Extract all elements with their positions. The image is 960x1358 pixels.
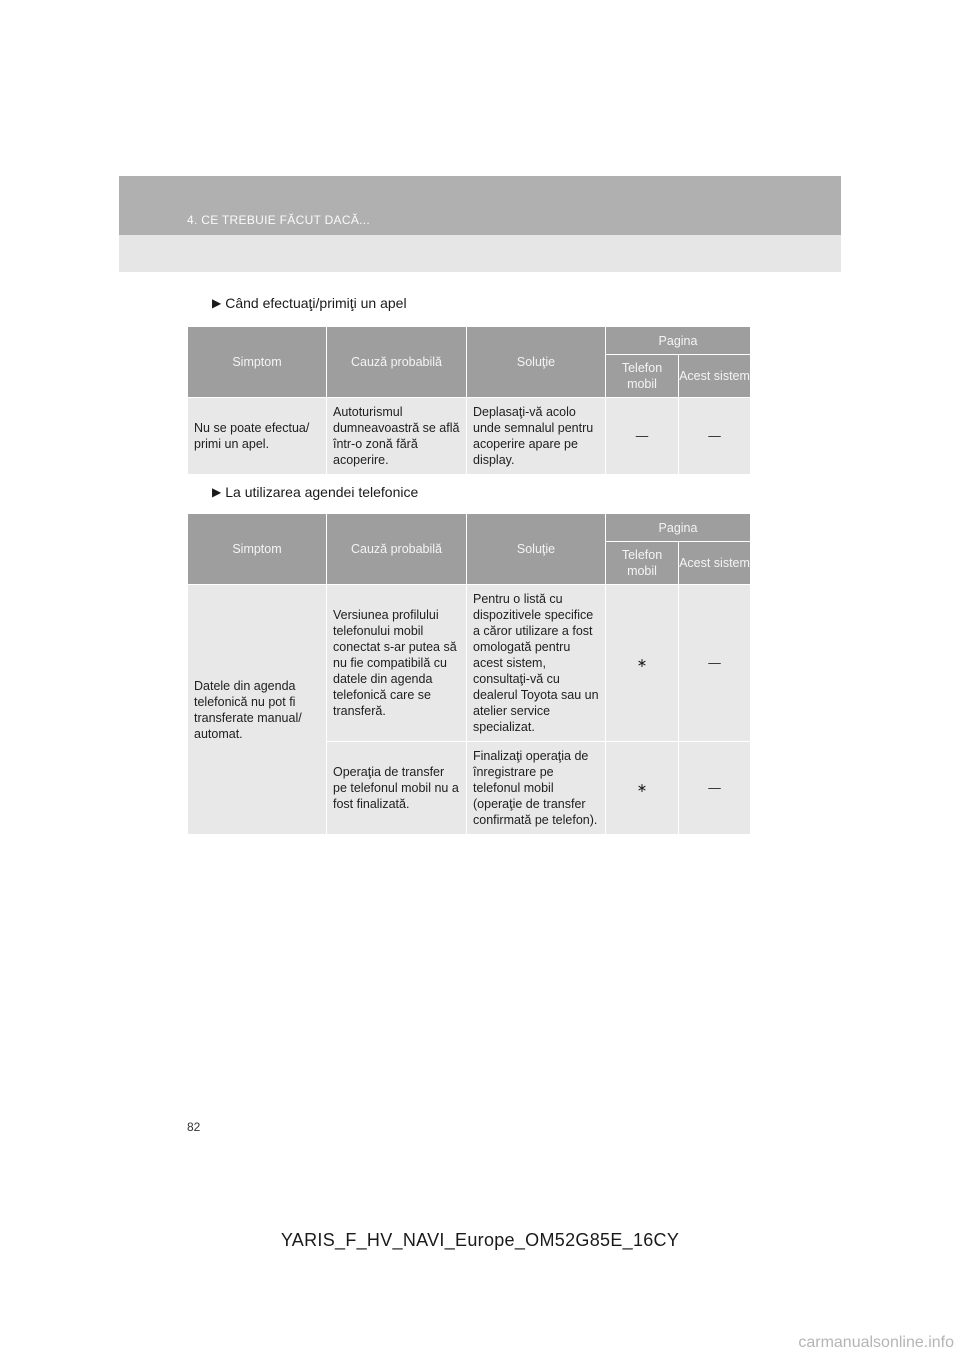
col-header-solution: Soluţie xyxy=(467,327,606,398)
col-header-symptom: Simptom xyxy=(188,327,327,398)
page-system-cell: — xyxy=(679,585,751,742)
page-system-cell: — xyxy=(679,398,751,475)
cause-cell: Autoturismul dumneavoastră se află într-o zonă fără acoperire. xyxy=(327,398,467,475)
col-header-cause: Cauză probabilă xyxy=(327,327,467,398)
chapter-breadcrumb: 4. CE TREBUIE FĂCUT DACĂ... xyxy=(187,213,371,227)
solution-cell: Pentru o listă cu dispozitivele specifice a căror utilizare a fost omologată pentru acest sistem, consultaţi-vă cu dealerul Toyota sau un atelier service specializat. xyxy=(467,585,606,742)
col-header-page: Pagina xyxy=(606,514,751,542)
col-header-phone: Telefon mobil xyxy=(606,542,679,585)
section-title-text: Când efectuaţi/primiţi un apel xyxy=(225,295,407,311)
section-title-calls xyxy=(212,295,407,311)
symptom-cell: Nu se poate efectua/ primi un apel. xyxy=(188,398,327,475)
symptom-cell: Datele din agenda telefonică nu pot fi transferate manual/ automat. xyxy=(188,585,327,835)
col-header-solution: Soluţie xyxy=(467,514,606,585)
page-system-cell: — xyxy=(679,742,751,835)
page-number: 82 xyxy=(187,1120,201,1134)
col-header-page: Pagina xyxy=(606,327,751,355)
page-phone-cell: — xyxy=(606,398,679,475)
col-header-system: Acest sistem xyxy=(679,355,751,398)
troubleshoot-table-phonebook xyxy=(187,513,751,835)
troubleshoot-table-calls xyxy=(187,326,751,475)
page-phone-cell: ∗ xyxy=(606,585,679,742)
page-phone-cell: ∗ xyxy=(606,742,679,835)
document-code: YARIS_F_HV_NAVI_Europe_OM52G85E_16CY xyxy=(280,1230,680,1250)
chapter-header-bar xyxy=(119,176,841,235)
solution-cell: Deplasaţi-vă acolo unde semnalul pentru acoperire apare pe display. xyxy=(467,398,606,475)
watermark: carmanualsonline.info xyxy=(798,1334,954,1351)
cause-cell: Versiunea profilului telefonului mobil conectat s-ar putea să nu fie compatibilă cu datele din agenda telefonică care se transferă. xyxy=(327,585,467,742)
cause-cell: Operaţia de transfer pe telefonul mobil nu a fost finalizată. xyxy=(327,742,467,835)
col-header-phone: Telefon mobil xyxy=(606,355,679,398)
triangle-right-icon: ▶ xyxy=(212,485,222,499)
triangle-right-icon: ▶ xyxy=(212,296,222,310)
chapter-header xyxy=(119,176,841,272)
section-title-text: La utilizarea agendei telefonice xyxy=(225,484,419,500)
solution-cell: Finalizaţi operaţia de înregistrare pe telefonul mobil (operaţie de transfer confirmată pe telefon). xyxy=(467,742,606,835)
col-header-system: Acest sistem xyxy=(679,542,751,585)
table-row xyxy=(188,398,751,475)
col-header-cause: Cauză probabilă xyxy=(327,514,467,585)
section-title-phonebook xyxy=(212,484,418,500)
col-header-symptom: Simptom xyxy=(188,514,327,585)
table-row xyxy=(188,585,751,742)
